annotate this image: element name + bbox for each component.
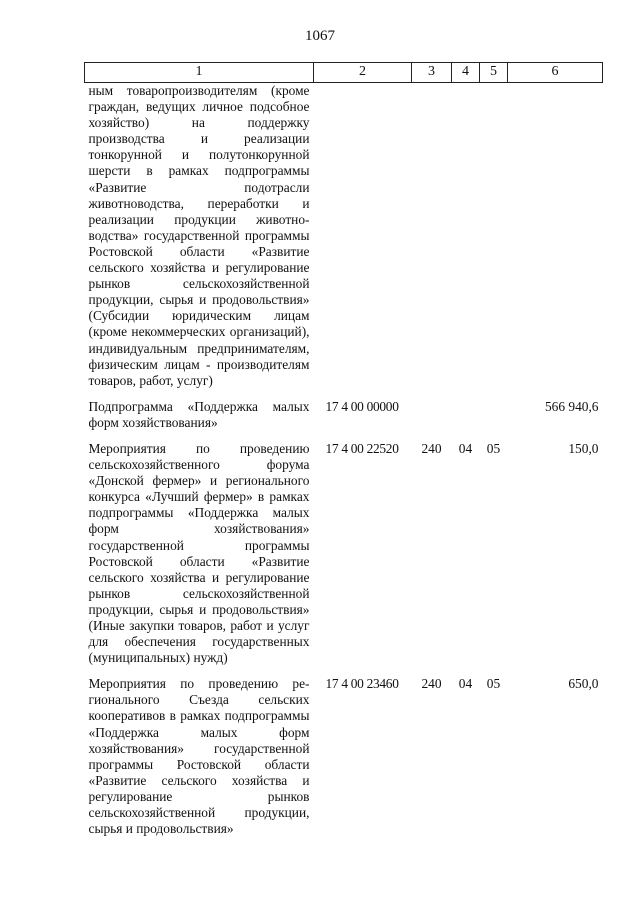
row-sum (508, 83, 603, 389)
row-code: 17 4 00 23460 (325, 676, 399, 692)
table-row (85, 389, 603, 431)
row-name: ным товаропроизводителям (кроме граждан, ведущих личное подсобное хозяйство) на поддержку производства и реализации тонкорунной и полутонкорунной шерсти в рамках подпрограммы «Развитие подотрасли животноводства, переработки и реализации продукции животноводства» государственной программы Ростовской области «Развитие сельского хозяйства и регулирование рынков сельскохозяйственной продукции, сырья и продовольствия» (Субсидии юридическим лицам (кроме некоммерческих организаций), индивидуальным предпринимателям, физическим лицам - производителям товаров, работ, услуг) (88, 83, 310, 388)
header-col-1: 1 (85, 63, 314, 83)
row-subsection (480, 389, 508, 431)
row-expense-type: 240 (421, 440, 442, 456)
row-sum: 150,0 (568, 440, 599, 456)
row-expense-type: 240 (421, 676, 442, 692)
table-header (85, 63, 603, 83)
row-subsection: 05 (486, 440, 501, 456)
table-row (85, 666, 603, 837)
row-code: 17 4 00 22520 (325, 440, 399, 456)
row-sum: 566 940,6 (544, 398, 599, 414)
header-row (85, 63, 603, 83)
row-section (452, 389, 480, 431)
budget-table (84, 62, 603, 837)
page-number: 1067 (305, 28, 335, 44)
row-expense-type (412, 389, 452, 431)
header-col-3: 3 (412, 63, 452, 83)
row-name: Мероприятия по проведению сельскохозяйственного форума «Донской фермер» и регионального конкурса «Лучший фермер» в рамках подпрограммы «Поддержка малых форм хозяйствования» государственной программы Ростовской области «Развитие сельского хозяйства и регулирование рынков сельскохозяйственной продукции, сырья и продовольствия» (Иные закупки товаров, работ и услуг для обеспечения государственных (муниципальных) нужд) (88, 440, 310, 666)
row-name: Мероприятия по проведению регионального Съезда сельских кооперативов в рамках подпрограммы «Поддержка малых форм хозяйствования» государственной программы Ростовской области «Развитие сельского хозяйства и регулирование рынков сельскохозяйственной продукции, сырья и продовольствия» (88, 676, 310, 837)
row-sum: 650,0 (568, 676, 599, 692)
row-section (452, 83, 480, 389)
row-section: 04 (458, 676, 473, 692)
row-code: 17 4 00 00000 (325, 398, 399, 414)
header-col-4: 4 (452, 63, 480, 83)
row-subsection: 05 (486, 676, 501, 692)
header-col-2: 2 (314, 63, 412, 83)
row-name: Подпрограмма «Поддержка малых форм хозяйствования» (88, 398, 310, 430)
table-body (85, 83, 603, 838)
row-section: 04 (458, 440, 473, 456)
header-col-5: 5 (480, 63, 508, 83)
row-code (314, 83, 412, 389)
table-row (85, 83, 603, 389)
row-expense-type (412, 83, 452, 389)
table-row (85, 431, 603, 666)
header-col-6: 6 (508, 63, 603, 83)
row-subsection (480, 83, 508, 389)
